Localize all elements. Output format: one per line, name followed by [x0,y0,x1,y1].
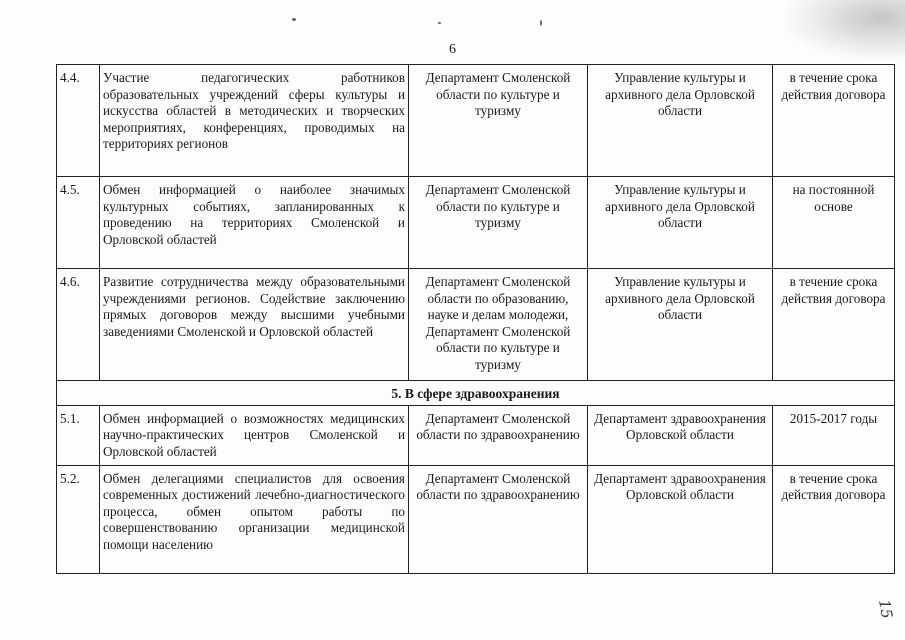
row-number: 5.1. [57,405,100,465]
handwritten-page-mark: 15 [874,598,896,620]
table-row [57,177,895,269]
row-responsible: Департамент Смоленской области по культуре и туризму [409,177,588,269]
scan-speck [438,22,441,24]
row-partner: Управление культуры и архивного дела Орловской области [588,177,773,269]
row-responsible: Департамент Смоленской области по здравоохранению [409,405,588,465]
row-responsible: Департамент Смоленской области по здравоохранению [409,465,588,573]
agreement-table [56,64,895,574]
row-responsible: Департамент Смоленской области по образованию, науке и делам молодежи, Департамент Смоленской области по культуре и туризму [409,269,588,381]
scan-speck [540,20,542,26]
row-partner: Управление культуры и архивного дела Орловской области [588,65,773,177]
row-term: в течение срока действия договора [773,269,895,381]
row-term: 2015-2017 годы [773,405,895,465]
row-responsible: Департамент Смоленской области по культуре и туризму [409,65,588,177]
table-row [57,65,895,177]
scan-speck [292,18,296,21]
row-term: в течение срока действия договора [773,465,895,573]
row-number: 4.5. [57,177,100,269]
row-description: Обмен делегациями специалистов для освоения современных достижений лечебно-диагностического процесса, обмен опытом работы по совершенствованию организации медицинской помощи населению [100,465,409,573]
row-partner: Департамент здравоохранения Орловской области [588,465,773,573]
row-description: Обмен информацией о наиболее значимых культурных событиях, запланированных к проведению на территориях Смоленской и Орловской областей [100,177,409,269]
row-number: 4.6. [57,269,100,381]
table-row [57,269,895,381]
row-description: Развитие сотрудничества между образовательными учреждениями регионов. Содействие заключению прямых договоров между высшими учебными заведениями Смоленской и Орловской областей [100,269,409,381]
row-partner: Департамент здравоохранения Орловской области [588,405,773,465]
section-row [57,381,895,406]
row-number: 4.4. [57,65,100,177]
table-row [57,405,895,465]
row-number: 5.2. [57,465,100,573]
row-partner: Управление культуры и архивного дела Орловской области [588,269,773,381]
page-number: 6 [449,42,456,57]
table-row [57,465,895,573]
row-term: на постоянной основе [773,177,895,269]
section-title: 5. В сфере здравоохранения [57,381,895,406]
row-description: Участие педагогических работников образовательных учреждений сферы культуры и искусства областей в методических и творческих мероприятиях, конференциях, проводимых на территориях регионов [100,65,409,177]
row-term: в течение срока действия договора [773,65,895,177]
row-description: Обмен информацией о возможностях медицинских научно-практических центров Смоленской и Орловской областей [100,405,409,465]
